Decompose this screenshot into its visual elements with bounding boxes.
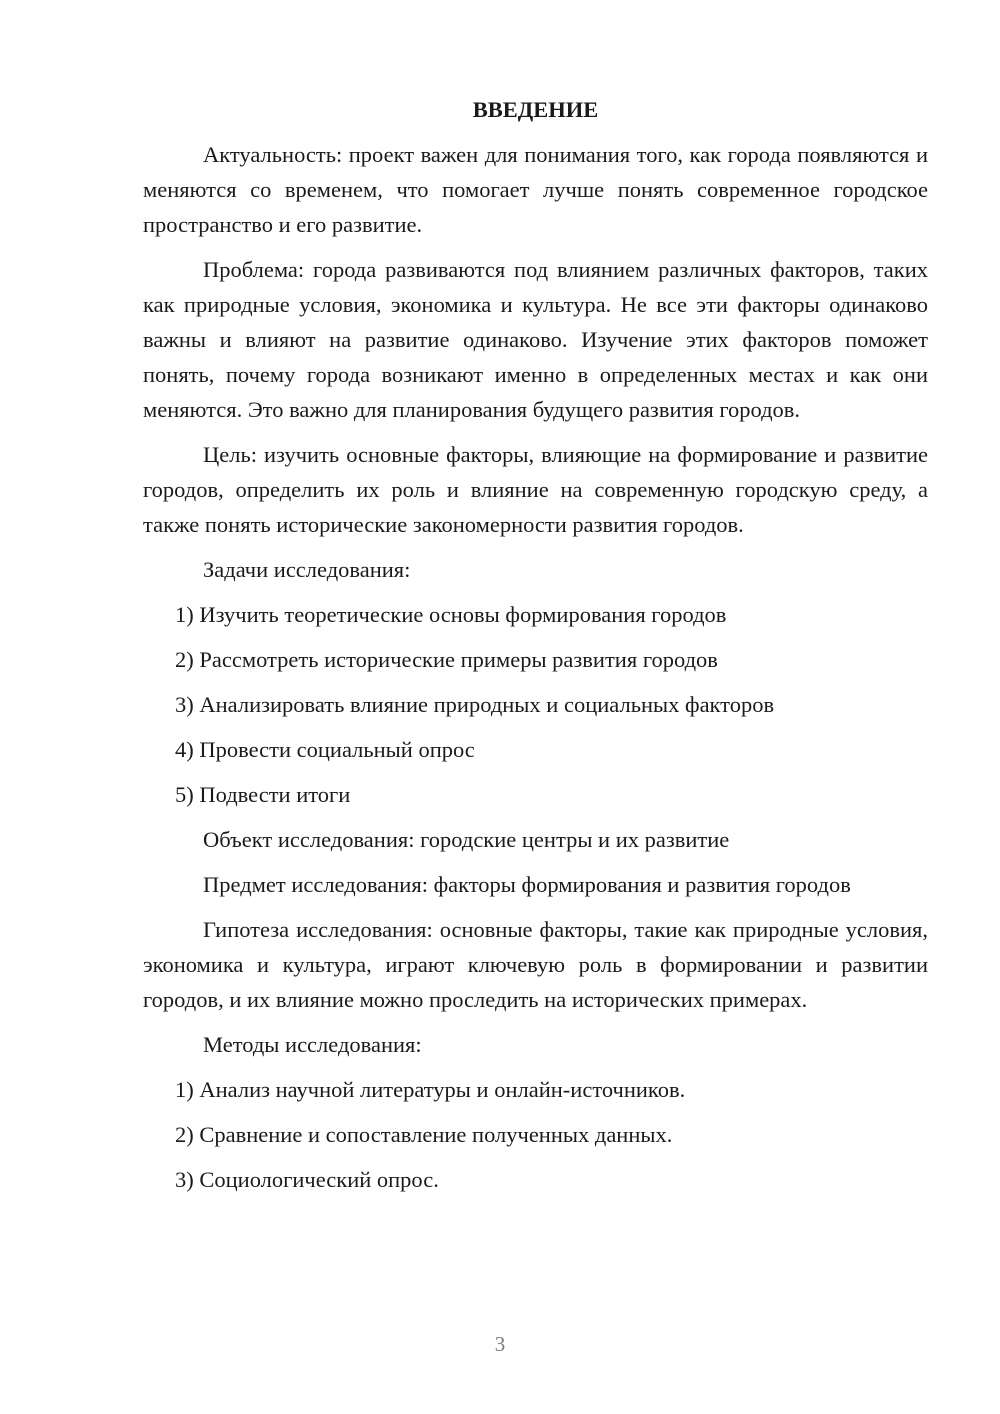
page-number: 3 <box>494 1332 506 1356</box>
relevance-paragraph: Актуальность: проект важен для понимания того, как города появляются и меняются со временем, что помогает лучше понять современное городское пространство и его развитие. <box>143 142 928 237</box>
document-page <box>143 92 928 1207</box>
tasks-list <box>143 597 928 812</box>
methods-title: Методы исследования: <box>203 1032 422 1057</box>
page-heading: ВВЕДЕНИЕ <box>472 97 599 122</box>
object-paragraph: Объект исследования: городские центры и их развитие <box>203 827 730 852</box>
list-item: 3) Социологический опрос. <box>175 1167 439 1192</box>
list-item: 3) Анализировать влияние природных и социальных факторов <box>175 692 775 717</box>
list-item: 5) Подвести итоги <box>175 782 351 807</box>
list-item: 4) Провести социальный опрос <box>175 737 475 762</box>
goal-paragraph: Цель: изучить основные факторы, влияющие на формирование и развитие городов, определить их роль и влияние на современную городскую среду, а также понять исторические закономерности развития городов. <box>143 442 928 537</box>
list-item: 2) Рассмотреть исторические примеры развития городов <box>175 647 718 672</box>
tasks-title: Задачи исследования: <box>203 557 411 582</box>
methods-list <box>143 1072 928 1197</box>
hypothesis-paragraph: Гипотеза исследования: основные факторы, такие как природные условия, экономика и культура, играют ключевую роль в формировании и развитии городов, и их влияние можно проследить на исторических примерах. <box>143 917 928 1012</box>
list-item: 1) Анализ научной литературы и онлайн-источников. <box>175 1077 686 1102</box>
problem-paragraph: Проблема: города развиваются под влиянием различных факторов, таких как природные условия, экономика и культура. Не все эти факторы одинаково важны и влияют на развитие одинаково. Изучение этих факторов поможет понять, почему города возникают именно в определенных местах и как они меняются. Это важно для планирования будущего развития городов. <box>143 257 928 422</box>
list-item: 1) Изучить теоретические основы формирования городов <box>175 602 727 627</box>
subject-paragraph: Предмет исследования: факторы формирования и развития городов <box>203 872 851 897</box>
list-item: 2) Сравнение и сопоставление полученных данных. <box>175 1122 673 1147</box>
